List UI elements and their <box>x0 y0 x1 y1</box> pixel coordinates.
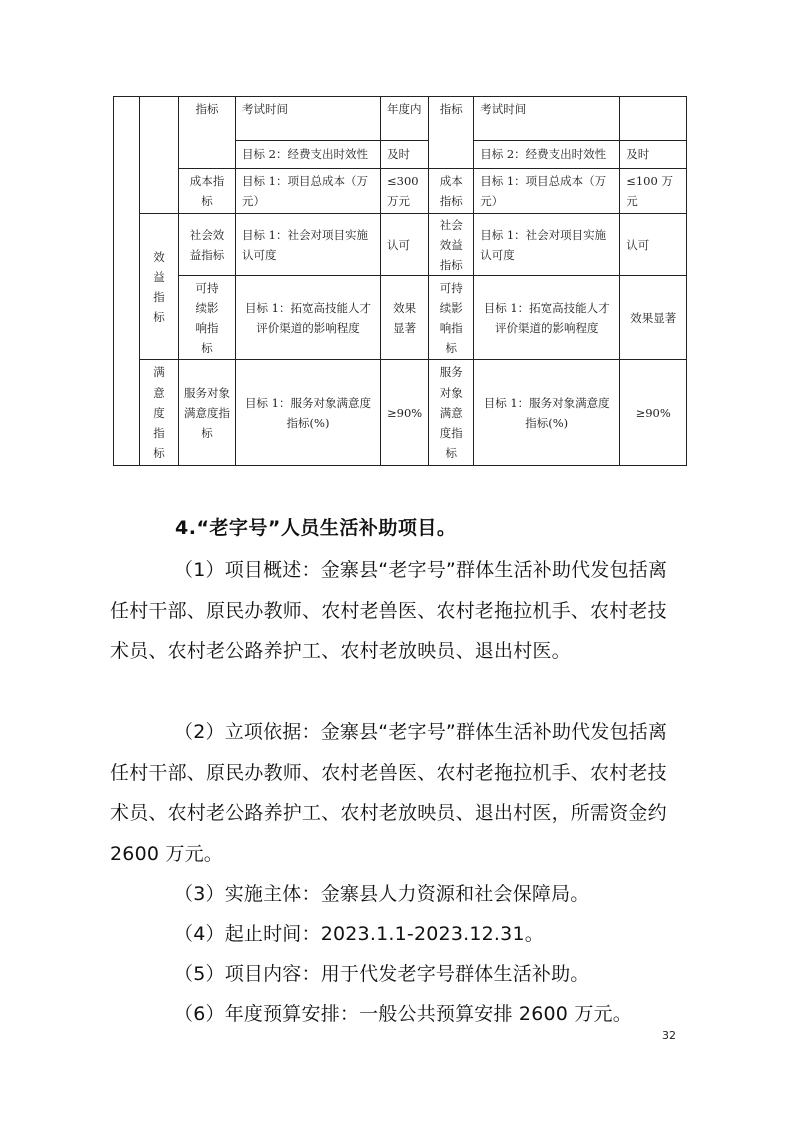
table-cell: 目标 2：经费支出时效性 <box>474 141 620 169</box>
paragraph-budget <box>110 994 682 1035</box>
table-cell: 及时 <box>381 141 429 169</box>
table-cell: 目标 1：服务对象满意度指标(%) <box>474 360 620 466</box>
table-cell: ≤100 万元 <box>620 169 687 214</box>
table-cell: 年度内 <box>381 97 429 141</box>
table-cell: 社会效益指标 <box>179 214 236 276</box>
table-cell: 效果显著 <box>381 276 429 360</box>
table-cell: 目标 1：拓宽高技能人才评价渠道的影响程度 <box>236 276 381 360</box>
performance-indicator-table <box>113 96 687 466</box>
table-cell: 目标 1：社会对项目实施认可度 <box>236 214 381 276</box>
table-cell: 服务对象满意度指标 <box>179 360 236 466</box>
table-cell-empty <box>140 97 179 214</box>
section-heading: 4.“老字号”人员生活补助项目。 <box>175 517 457 539</box>
table-cell: 成本指标 <box>179 169 236 214</box>
table-row <box>114 360 687 466</box>
table-cell: ≤300 万元 <box>381 169 429 214</box>
table-cell: ≥90% <box>381 360 429 466</box>
paragraph-text: （2）立项依据：金寨县“老字号”群体生活补助代发包括离任村干部、原民办教师、农村老兽医、农村老拖拉机手、农村老技术员、农村老公路养护工、农村老放映员、退出村医，所需资金约 2600 万元。 <box>110 721 668 865</box>
paragraph-text: （1）项目概述：金寨县“老字号”群体生活补助代发包括离任村干部、原民办教师、农村老兽医、农村老拖拉机手、农村老技术员、农村老公路养护工、农村老放映员、退出村医。 <box>110 559 668 662</box>
table-cell: 效果显著 <box>620 276 687 360</box>
table-row <box>114 169 687 214</box>
table-cell: 考试时间 <box>236 97 381 141</box>
paragraph-overview <box>110 550 682 672</box>
paragraph-content <box>110 954 682 995</box>
table-cell: 可持续影响指标 <box>429 276 474 360</box>
paragraph-period <box>110 914 682 955</box>
page-number: 32 <box>662 1029 676 1042</box>
table-row <box>114 97 687 141</box>
table-cell: 社会效益指标 <box>429 214 474 276</box>
table-cell: 考试时间 <box>474 97 620 141</box>
paragraph-basis <box>110 712 682 874</box>
paragraph-text: （3）实施主体：金寨县人力资源和社会保障局。 <box>174 883 590 905</box>
table-cell-empty <box>114 97 140 466</box>
table-cell: 指标 <box>429 97 474 169</box>
table-cell: 目标 1：社会对项目实施认可度 <box>474 214 620 276</box>
paragraph-text: （4）起止时间：2023.1.1-2023.12.31。 <box>174 923 544 945</box>
table-cell: 目标 1：服务对象满意度指标(%) <box>236 360 381 466</box>
table-cell-category: 满意度指标 <box>140 360 179 466</box>
table-row <box>114 276 687 360</box>
table-cell-category: 效益指标 <box>140 214 179 360</box>
table-cell: 目标 1：拓宽高技能人才评价渠道的影响程度 <box>474 276 620 360</box>
paragraph-text: （5）项目内容：用于代发老字号群体生活补助。 <box>174 963 590 985</box>
table-cell: 指标 <box>179 97 236 169</box>
table-cell <box>620 97 687 141</box>
paragraph-implementer <box>110 874 682 915</box>
paragraph-text: （6）年度预算安排：一般公共预算安排 2600 万元。 <box>174 1003 632 1025</box>
table-row <box>114 214 687 276</box>
table-cell: 目标 2：经费支出时效性 <box>236 141 381 169</box>
table-cell: 认可 <box>620 214 687 276</box>
table-cell: ≥90% <box>620 360 687 466</box>
table-cell: 可持续影响指标 <box>179 276 236 360</box>
table-cell: 认可 <box>381 214 429 276</box>
table-cell: 及时 <box>620 141 687 169</box>
table-cell: 服务对象满意度指标 <box>429 360 474 466</box>
table-cell: 目标 1：项目总成本（万元） <box>474 169 620 214</box>
table-cell: 成本指标 <box>429 169 474 214</box>
table-cell: 目标 1：项目总成本（万元） <box>236 169 381 214</box>
